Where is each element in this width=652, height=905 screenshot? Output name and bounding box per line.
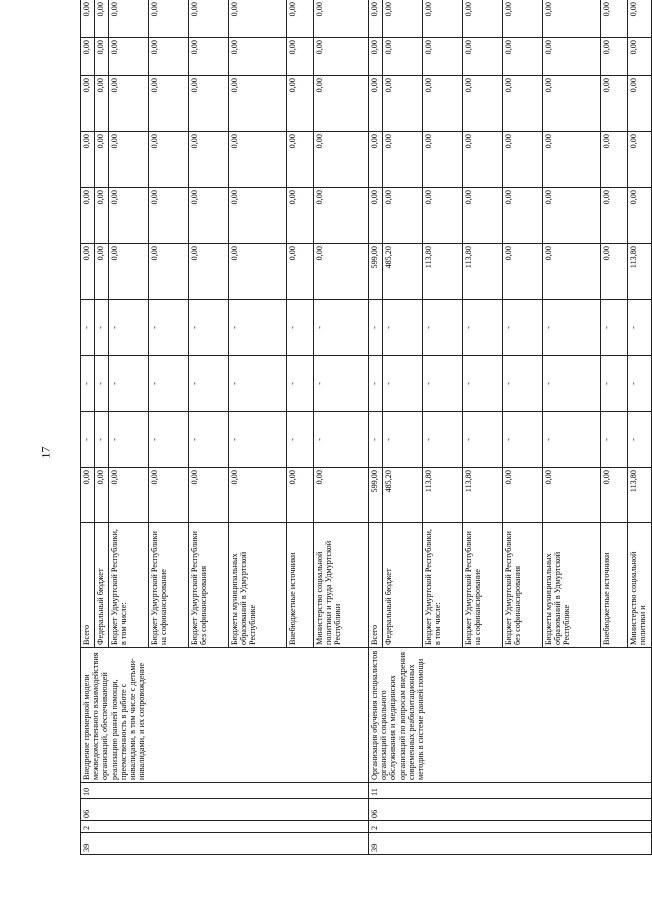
value-cell: 0,00 <box>369 0 383 38</box>
value-cell: 0,00 <box>95 188 109 244</box>
value-cell: - <box>383 300 423 356</box>
value-cell: 113,80 <box>423 468 463 523</box>
value-cell: - <box>369 356 383 412</box>
value-cell: 0,00 <box>314 38 369 76</box>
code-cell: 2 <box>81 821 369 833</box>
value-cell: - <box>369 300 383 356</box>
funding-source: Внебюджетные источники <box>287 523 314 648</box>
value-cell: - <box>601 356 628 412</box>
value-cell: 485,20 <box>383 244 423 300</box>
funding-source: Бюджет Удмуртской Республики, в том числе: <box>109 523 149 648</box>
funding-source: Внебюджетные источники <box>601 523 628 648</box>
value-cell: 0,00 <box>149 0 189 38</box>
value-cell: 0,00 <box>503 76 543 132</box>
value-cell: - <box>287 356 314 412</box>
value-cell: 0,00 <box>229 468 287 523</box>
value-cell: - <box>463 300 503 356</box>
value-cell: 0,00 <box>314 188 369 244</box>
value-cell: 0,00 <box>95 76 109 132</box>
value-cell: 0,00 <box>189 244 229 300</box>
code-cell: 10 <box>81 783 369 799</box>
value-cell: 0,00 <box>314 0 369 38</box>
value-cell: 0,00 <box>601 468 628 523</box>
value-cell: - <box>109 412 149 468</box>
funding-source: Министерство социальной политики и труда Удмуртской Республики <box>314 523 369 648</box>
value-cell: - <box>314 300 369 356</box>
value-cell: 0,00 <box>95 0 109 38</box>
value-cell: 485,20 <box>383 468 423 523</box>
value-cell: 0,00 <box>109 244 149 300</box>
value-cell: - <box>229 412 287 468</box>
funding-source: Всего <box>369 523 383 648</box>
value-cell: 599,00 <box>369 468 383 523</box>
value-cell: 0,00 <box>543 132 601 188</box>
table-body <box>81 0 652 855</box>
value-cell: 0,00 <box>423 132 463 188</box>
value-cell: 0,00 <box>503 38 543 76</box>
value-cell: - <box>95 412 109 468</box>
value-cell: 0,00 <box>423 188 463 244</box>
value-cell: 0,00 <box>287 38 314 76</box>
value-cell: - <box>383 412 423 468</box>
value-cell: 0,00 <box>628 0 652 38</box>
value-cell: 0,00 <box>383 76 423 132</box>
value-cell: - <box>189 412 229 468</box>
page-number: 17 <box>38 446 53 459</box>
value-cell: 0,00 <box>463 188 503 244</box>
value-cell: 0,00 <box>229 188 287 244</box>
value-cell: - <box>628 412 652 468</box>
value-cell: 0,00 <box>81 38 95 76</box>
value-cell: 0,00 <box>503 468 543 523</box>
value-cell: - <box>189 300 229 356</box>
value-cell: 0,00 <box>601 76 628 132</box>
funding-source: Федеральный бюджет <box>95 523 109 648</box>
funding-source: Бюджет Удмуртской Республики без софинансирования <box>503 523 543 648</box>
value-cell: - <box>314 412 369 468</box>
value-cell: 0,00 <box>95 468 109 523</box>
value-cell: 0,00 <box>149 244 189 300</box>
value-cell: 0,00 <box>601 244 628 300</box>
value-cell: 0,00 <box>383 132 423 188</box>
funding-source: Бюджет Удмуртской Республики на софинансирование <box>463 523 503 648</box>
value-cell: 0,00 <box>314 132 369 188</box>
value-cell: - <box>95 300 109 356</box>
value-cell: 0,00 <box>189 132 229 188</box>
value-cell: - <box>423 300 463 356</box>
value-cell: 0,00 <box>543 244 601 300</box>
value-cell: 113,80 <box>628 468 652 523</box>
value-cell: 0,00 <box>601 188 628 244</box>
value-cell: 0,00 <box>109 38 149 76</box>
value-cell: 0,00 <box>503 0 543 38</box>
value-cell: 0,00 <box>503 244 543 300</box>
value-cell: - <box>314 356 369 412</box>
value-cell: 113,80 <box>463 468 503 523</box>
value-cell: 0,00 <box>628 76 652 132</box>
value-cell: 0,00 <box>543 0 601 38</box>
funding-source: Бюджеты муниципальных образований в Удмуртской Республике <box>543 523 601 648</box>
value-cell: 0,00 <box>287 468 314 523</box>
value-cell: 0,00 <box>229 76 287 132</box>
value-cell: 0,00 <box>95 244 109 300</box>
value-cell: 0,00 <box>81 244 95 300</box>
value-cell: - <box>95 356 109 412</box>
value-cell: 0,00 <box>369 76 383 132</box>
value-cell: - <box>109 300 149 356</box>
value-cell: - <box>503 356 543 412</box>
value-cell: - <box>229 300 287 356</box>
value-cell: - <box>369 412 383 468</box>
value-cell: - <box>383 356 423 412</box>
value-cell: 0,00 <box>463 132 503 188</box>
value-cell: 0,00 <box>81 76 95 132</box>
value-cell: 0,00 <box>314 244 369 300</box>
value-cell: - <box>463 356 503 412</box>
value-cell: 0,00 <box>149 132 189 188</box>
value-cell: 0,00 <box>189 38 229 76</box>
value-cell: 0,00 <box>287 76 314 132</box>
value-cell: 0,00 <box>314 76 369 132</box>
funding-source: Федеральный бюджет <box>383 523 423 648</box>
value-cell: 0,00 <box>229 244 287 300</box>
value-cell: - <box>601 300 628 356</box>
funding-source: Бюджет Удмуртской Республики без софинансирования <box>189 523 229 648</box>
value-cell: 0,00 <box>189 188 229 244</box>
value-cell: 0,00 <box>369 132 383 188</box>
value-cell: 113,80 <box>423 244 463 300</box>
measure-title: Внедрение примерной модели межведомственного взаимодействия организаций, обеспечивающей реализацию ранней помощи, преемственность в работе с инвалидами, в том числе с детьми-инвалидами, и их сопровождение <box>81 648 369 783</box>
value-cell: 0,00 <box>383 38 423 76</box>
value-cell: - <box>423 412 463 468</box>
value-cell: - <box>503 412 543 468</box>
value-cell: - <box>503 300 543 356</box>
value-cell: - <box>287 412 314 468</box>
value-cell: - <box>149 412 189 468</box>
value-cell: 113,80 <box>628 244 652 300</box>
value-cell: 0,00 <box>189 76 229 132</box>
value-cell: - <box>543 356 601 412</box>
value-cell: 0,00 <box>369 188 383 244</box>
value-cell: - <box>81 412 95 468</box>
measure-title: Организация обучения специалистов организаций социального обслуживания и медицинских организаций по вопросам внедрения современных реабилитационных методик в системе ранней помощи <box>369 648 652 783</box>
value-cell: 0,00 <box>628 38 652 76</box>
value-cell: 0,00 <box>149 38 189 76</box>
value-cell: 0,00 <box>95 38 109 76</box>
value-cell: - <box>149 356 189 412</box>
value-cell: 0,00 <box>189 0 229 38</box>
value-cell: - <box>229 356 287 412</box>
code-cell: 39 <box>81 833 369 855</box>
value-cell: - <box>463 412 503 468</box>
value-cell: - <box>81 300 95 356</box>
value-cell: 0,00 <box>628 132 652 188</box>
value-cell: 0,00 <box>109 76 149 132</box>
value-cell: 0,00 <box>287 132 314 188</box>
value-cell: - <box>81 356 95 412</box>
value-cell: 0,00 <box>543 188 601 244</box>
value-cell: 0,00 <box>601 0 628 38</box>
code-cell: 06 <box>369 799 652 821</box>
funding-source: Бюджет Удмуртской Республики, в том числе: <box>423 523 463 648</box>
value-cell: 0,00 <box>383 0 423 38</box>
value-cell: 0,00 <box>423 76 463 132</box>
value-cell: 0,00 <box>463 38 503 76</box>
value-cell: 113,80 <box>463 244 503 300</box>
table-row <box>369 0 383 855</box>
value-cell: 0,00 <box>229 132 287 188</box>
value-cell: 0,00 <box>543 38 601 76</box>
funding-source: Всего <box>81 523 95 648</box>
value-cell: 0,00 <box>149 468 189 523</box>
code-cell: 06 <box>81 799 369 821</box>
value-cell: 0,00 <box>149 76 189 132</box>
value-cell: 0,00 <box>229 0 287 38</box>
code-cell: 11 <box>369 783 652 799</box>
value-cell: 0,00 <box>423 0 463 38</box>
value-cell: - <box>628 300 652 356</box>
value-cell: 0,00 <box>81 188 95 244</box>
value-cell: - <box>543 412 601 468</box>
value-cell: 0,00 <box>463 0 503 38</box>
value-cell: 0,00 <box>109 468 149 523</box>
value-cell: 0,00 <box>601 132 628 188</box>
value-cell: 0,00 <box>109 132 149 188</box>
value-cell: 0,00 <box>503 132 543 188</box>
value-cell: 0,00 <box>314 468 369 523</box>
funding-source: Министерство социальной политики и <box>628 523 652 648</box>
value-cell: - <box>628 356 652 412</box>
value-cell: - <box>149 300 189 356</box>
value-cell: 0,00 <box>601 38 628 76</box>
value-cell: 0,00 <box>543 468 601 523</box>
value-cell: 0,00 <box>423 38 463 76</box>
value-cell: - <box>601 412 628 468</box>
value-cell: 0,00 <box>229 38 287 76</box>
value-cell: 599,00 <box>369 244 383 300</box>
rotated-table-container <box>80 2 648 855</box>
value-cell: 0,00 <box>81 468 95 523</box>
value-cell: 0,00 <box>463 76 503 132</box>
value-cell: - <box>189 356 229 412</box>
value-cell: 0,00 <box>149 188 189 244</box>
value-cell: - <box>109 356 149 412</box>
value-cell: 0,00 <box>109 0 149 38</box>
value-cell: - <box>287 300 314 356</box>
value-cell: 0,00 <box>543 76 601 132</box>
value-cell: - <box>543 300 601 356</box>
value-cell: 0,00 <box>81 0 95 38</box>
funding-source: Бюджет Удмуртской Республики на софинансирование <box>149 523 189 648</box>
value-cell: 0,00 <box>287 188 314 244</box>
funding-source: Бюджеты муниципальных образований в Удмуртской Республике <box>229 523 287 648</box>
code-cell: 39 <box>369 833 652 855</box>
value-cell: 0,00 <box>628 188 652 244</box>
value-cell: 0,00 <box>503 188 543 244</box>
value-cell: 0,00 <box>109 188 149 244</box>
value-cell: - <box>423 356 463 412</box>
value-cell: 0,00 <box>189 468 229 523</box>
value-cell: 0,00 <box>81 132 95 188</box>
value-cell: 0,00 <box>287 244 314 300</box>
code-cell: 2 <box>369 821 652 833</box>
value-cell: 0,00 <box>287 0 314 38</box>
value-cell: 0,00 <box>95 132 109 188</box>
table-row <box>81 0 95 855</box>
value-cell: 0,00 <box>383 188 423 244</box>
budget-table <box>80 0 652 855</box>
value-cell: 0,00 <box>369 38 383 76</box>
